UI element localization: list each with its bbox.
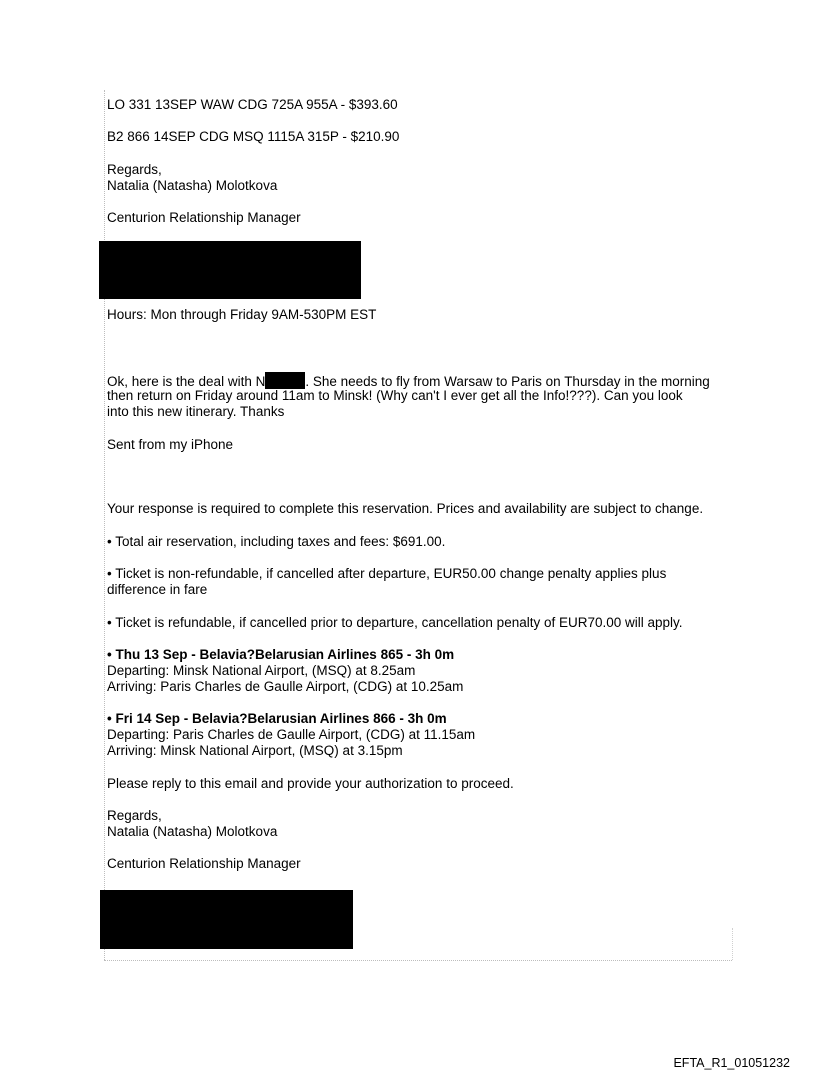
regards-text: Regards, <box>107 162 162 177</box>
bullet-nonrefundable-cont: difference in fare <box>107 582 208 597</box>
sender-title: Centurion Relationship Manager <box>107 210 301 225</box>
reservation-intro: Your response is required to complete this reservation. Prices and availability are subject to change. <box>107 501 704 516</box>
bullet-refundable: • Ticket is refundable, if cancelled prior to departure, cancellation penalty of EUR70.00 will apply. <box>107 615 683 630</box>
flight-line-1: LO 331 13SEP WAW CDG 725A 955A - $393.60 <box>107 97 398 112</box>
quote-border-bottom <box>104 960 732 961</box>
request-line-2: then return on Friday around 11am to Minsk! (Why can't I ever get all the Info!???). Can you look <box>107 388 683 403</box>
sender-name: Natalia (Natasha) Molotkova <box>107 178 278 193</box>
segment-1-arriving: Arriving: Paris Charles de Gaulle Airport, (CDG) at 10.25am <box>107 679 464 694</box>
flight-line-2: B2 866 14SEP CDG MSQ 1115A 315P - $210.90 <box>107 129 400 144</box>
quote-border-right <box>732 928 733 960</box>
bullet-nonrefundable: • Ticket is non-refundable, if cancelled after departure, EUR50.00 change penalty applies plus <box>107 566 667 581</box>
sender-name-2: Natalia (Natasha) Molotkova <box>107 824 278 839</box>
segment-1-header: • Thu 13 Sep - Belavia?Belarusian Airlines 865 - 3h 0m <box>107 647 455 662</box>
segment-2-arriving: Arriving: Minsk National Airport, (MSQ) at 3.15pm <box>107 743 403 758</box>
bullet-total-price: • Total air reservation, including taxes and fees: $691.00. <box>107 534 446 549</box>
redaction-block-2 <box>100 890 353 949</box>
regards-text-2: Regards, <box>107 808 162 823</box>
redaction-block <box>99 241 361 299</box>
request-line-1-end: . She needs to fly from Warsaw to Paris on Thursday in the morning <box>305 374 710 389</box>
request-line-3: into this new itinerary. Thanks <box>107 404 285 419</box>
segment-1-departing: Departing: Minsk National Airport, (MSQ) at 8.25am <box>107 663 416 678</box>
quote-border-left <box>104 90 105 960</box>
document-id: EFTA_R1_01051232 <box>673 1056 790 1070</box>
reply-request: Please reply to this email and provide your authorization to proceed. <box>107 776 514 791</box>
inline-redaction <box>265 372 305 389</box>
iphone-signature: Sent from my iPhone <box>107 437 234 452</box>
office-hours: Hours: Mon through Friday 9AM-530PM EST <box>107 307 377 322</box>
segment-2-departing: Departing: Paris Charles de Gaulle Airport, (CDG) at 11.15am <box>107 727 476 742</box>
segment-2-header: • Fri 14 Sep - Belavia?Belarusian Airlines 866 - 3h 0m <box>107 711 447 726</box>
sender-title-2: Centurion Relationship Manager <box>107 856 301 871</box>
request-line-1-start: Ok, here is the deal with N <box>107 374 266 389</box>
